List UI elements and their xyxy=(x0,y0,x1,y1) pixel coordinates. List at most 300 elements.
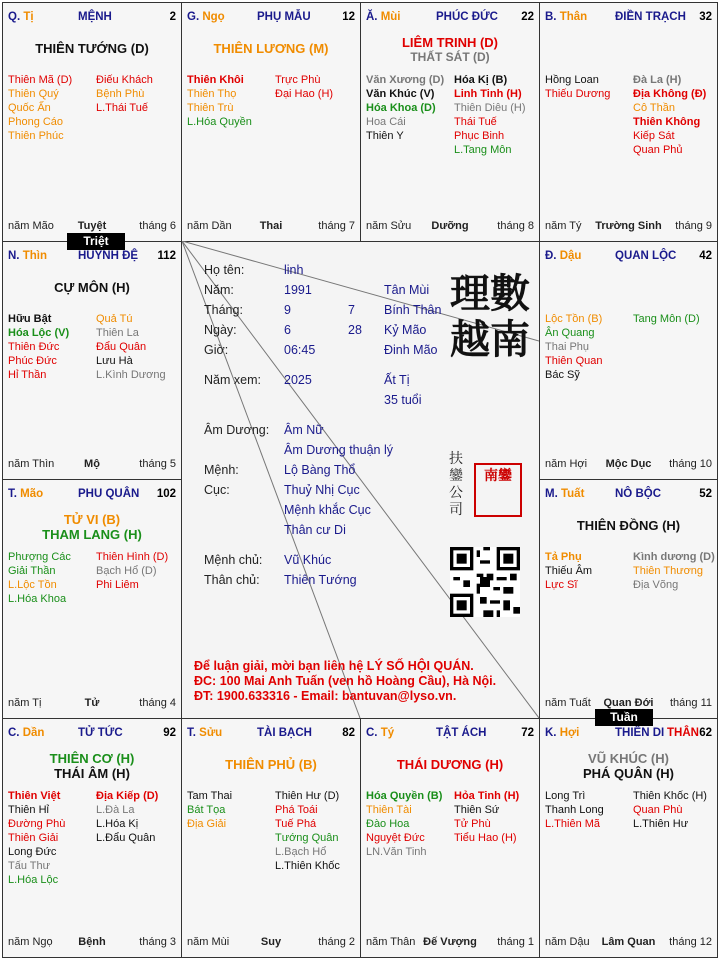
minor-star: Thiên Hư (D) xyxy=(275,790,340,802)
palace-stem: K. xyxy=(545,727,557,739)
stars-left-column xyxy=(545,312,602,382)
day-label: Ngày: xyxy=(204,323,237,337)
minor-star: Thiên Trù xyxy=(187,102,234,114)
stars-left-column xyxy=(187,789,232,831)
minor-star: Hỉ Thần xyxy=(8,369,47,381)
name-label: Họ tên: xyxy=(204,263,245,277)
main-star: THIÊN TƯỚNG (D) xyxy=(35,41,149,56)
palace-header xyxy=(8,11,176,25)
palace-name: NÔ BỘC xyxy=(615,488,661,500)
minor-star: Thiên Y xyxy=(366,130,404,142)
minor-star: Tiểu Hao (H) xyxy=(454,832,517,844)
day-lunar: 28 xyxy=(348,323,362,337)
month-can: Bính Thân xyxy=(384,303,442,317)
palace-month: tháng 2 xyxy=(318,936,355,948)
life-stage: Đế Vượng xyxy=(423,936,477,948)
minor-star: Cô Thần xyxy=(633,102,675,114)
palace-number: 52 xyxy=(699,488,712,500)
palace-header xyxy=(8,727,176,741)
palace-dau[interactable] xyxy=(539,241,718,480)
stars-left-column xyxy=(8,312,69,382)
palace-stem: Ă. xyxy=(366,11,378,23)
minor-star: L.Thiên Mã xyxy=(545,818,601,830)
palace-tuat[interactable] xyxy=(539,479,718,719)
main-star: THIÊN CƠ (H) xyxy=(49,751,135,766)
palace-stem-branch xyxy=(8,11,34,23)
view-year-label: Năm xem: xyxy=(204,373,261,387)
minor-star: Thiên Khôi xyxy=(187,74,244,86)
month-label: Tháng: xyxy=(204,303,243,317)
palace-footer xyxy=(366,936,534,949)
palace-branch: Dần xyxy=(22,727,45,739)
palace-name: THIÊN DI xyxy=(615,727,665,739)
minor-star: Thiên Quan xyxy=(545,355,603,367)
palace-year: năm Tý xyxy=(545,220,582,232)
palace-footer xyxy=(366,220,534,233)
palace-name: QUAN LỘC xyxy=(615,250,677,262)
minor-star: Phá Toái xyxy=(275,804,318,816)
palace-header xyxy=(8,488,176,502)
palace-mao[interactable] xyxy=(2,479,182,719)
main-star: VŨ KHÚC (H) xyxy=(588,751,669,766)
palace-stem: T. xyxy=(187,727,196,739)
menh-label: Mệnh: xyxy=(204,463,239,477)
palace-header xyxy=(187,727,355,741)
minor-star: Tử Phù xyxy=(454,818,491,830)
minor-star: Hóa Kị (B) xyxy=(454,74,508,86)
palace-branch: Ngọ xyxy=(202,11,225,23)
palace-branch: Mùi xyxy=(380,11,401,23)
minor-star: Thiên Tài xyxy=(366,804,412,816)
minor-star: Tả Phụ xyxy=(545,551,582,563)
palace-header xyxy=(545,727,712,741)
stars-right-column xyxy=(96,550,168,592)
hour-label: Giờ: xyxy=(204,343,229,357)
stars-right-column xyxy=(96,73,153,115)
palace-name: TỬ TỨC xyxy=(78,727,123,739)
palace-branch: Thân xyxy=(559,11,588,23)
palace-stem: T. xyxy=(8,488,17,500)
palace-footer xyxy=(8,220,176,233)
stars-left-column xyxy=(8,73,72,143)
palace-month: tháng 12 xyxy=(669,936,712,948)
stars-left-column xyxy=(545,73,610,101)
stars-right-column xyxy=(275,789,340,873)
minor-star: Kình dương (D) xyxy=(633,551,715,563)
minor-star: Thiên Không xyxy=(633,116,701,128)
palace-number: 92 xyxy=(163,727,176,739)
palace-mui[interactable] xyxy=(360,2,540,242)
main-star: THẤT SÁT (D) xyxy=(410,50,490,64)
stars-right-column xyxy=(633,73,706,157)
palace-month: tháng 6 xyxy=(139,220,176,232)
palace-number: 2 xyxy=(169,11,176,23)
palace-footer xyxy=(545,220,712,233)
minor-star: Tang Môn (D) xyxy=(633,313,700,325)
minor-star: L.Đẩu Quân xyxy=(96,832,156,844)
palace-stem-branch xyxy=(545,488,584,500)
stars-right-column xyxy=(454,73,526,157)
palace-number: 112 xyxy=(157,250,176,262)
palace-name: TẬT ÁCH xyxy=(436,727,487,739)
minor-star: Bạch Hổ (D) xyxy=(96,565,157,577)
minor-star: Bệnh Phù xyxy=(96,88,145,100)
contact-line-2: ĐC: 100 Mai Anh Tuấn (ven hồ Hoàng Cầu), Hà Nội. xyxy=(194,674,497,688)
contact-line-3: ĐT: 1900.633316 - Email: bantuvan@lyso.vn. xyxy=(194,689,457,703)
minor-star: L.Bạch Hổ xyxy=(275,846,327,858)
palace-name: PHÚC ĐỨC xyxy=(436,11,498,23)
minor-star: Lực Sĩ xyxy=(545,579,578,591)
palace-footer xyxy=(8,936,176,949)
palace-branch: Tuất xyxy=(560,488,585,500)
main-star: THIÊN ĐỒNG (H) xyxy=(576,518,681,533)
minor-star: Địa Không (Đ) xyxy=(633,88,707,100)
minor-star: Thiên Diêu (H) xyxy=(454,102,526,114)
life-stage: Bệnh xyxy=(78,936,106,948)
minor-star: Đà La (H) xyxy=(633,74,682,86)
stars-left-column xyxy=(366,789,442,859)
minor-star: Đẩu Quân xyxy=(96,341,147,353)
palace-ti[interactable] xyxy=(2,2,182,242)
palace-stem-branch xyxy=(545,11,587,23)
minor-star: L.Thái Tuế xyxy=(96,102,148,114)
palace-name: PHU QUÂN xyxy=(78,488,140,500)
minor-star: Hóa Quyền (B) xyxy=(366,790,443,802)
minor-star: Thiên Khốc (H) xyxy=(633,790,707,802)
life-stage: Dưỡng xyxy=(431,220,469,232)
minor-star: Bác Sỹ xyxy=(545,369,580,381)
palace-name: HUYNH ĐỆ xyxy=(78,250,139,262)
hour-value: 06:45 xyxy=(284,343,316,357)
palace-year: năm Thìn xyxy=(8,458,55,470)
palace-ty[interactable] xyxy=(360,718,540,958)
palace-year: năm Thân xyxy=(366,936,416,948)
stars-right-column xyxy=(275,73,333,101)
minor-star: Quan Phủ xyxy=(633,144,683,156)
minor-star: Thiên Mã (D) xyxy=(8,74,73,86)
minor-star: Long Trì xyxy=(545,790,586,802)
palace-month: tháng 8 xyxy=(497,220,534,232)
contact-info xyxy=(194,659,534,704)
main-star: THÁI DƯƠNG (H) xyxy=(396,757,504,772)
minor-star: Quan Phù xyxy=(633,804,683,816)
minor-star: Văn Khúc (V) xyxy=(366,88,435,100)
palace-number: 22 xyxy=(521,11,534,23)
minor-star: Phong Cáo xyxy=(8,116,64,128)
amduong-label: Âm Dương: xyxy=(204,423,270,437)
palace-ngo[interactable] xyxy=(181,2,361,242)
palace-month: tháng 4 xyxy=(139,697,176,709)
palace-branch: Sửu xyxy=(199,727,223,739)
life-stage: Lâm Quan xyxy=(601,936,656,948)
vertical-company-text: 扶鑾公司 xyxy=(449,451,463,518)
palace-branch: Tý xyxy=(380,727,395,739)
palace-stem-branch xyxy=(366,727,394,739)
minor-star: Điếu Khách xyxy=(96,74,153,86)
minor-star: Giải Thần xyxy=(8,565,56,577)
stars-left-column xyxy=(545,550,592,592)
main-star: THIÊN LƯƠNG (M) xyxy=(213,41,329,56)
calligraphy-logo: 理數越南 xyxy=(450,270,530,363)
minor-star: Địa Võng xyxy=(633,579,679,591)
palace-hoi[interactable] xyxy=(539,718,718,958)
minor-star: Đường Phù xyxy=(8,818,66,830)
minor-star: Phúc Đức xyxy=(8,355,57,367)
minor-star: Thiên La xyxy=(96,327,139,339)
minor-star: LN.Văn Tinh xyxy=(366,846,427,858)
life-stage: Trường Sinh xyxy=(595,220,662,232)
palace-year: năm Ngọ xyxy=(8,936,53,948)
palace-stem: G. xyxy=(187,11,200,23)
palace-thin[interactable] xyxy=(2,241,182,480)
month-value: 9 xyxy=(284,303,291,317)
year-value: 1991 xyxy=(284,283,312,297)
minor-star: Thái Tuế xyxy=(454,116,497,128)
palace-year: năm Tuất xyxy=(545,697,591,709)
center-info-panel xyxy=(182,241,539,718)
main-star: LIÊM TRINH (D) xyxy=(401,35,499,50)
palace-name: MỆNH xyxy=(78,11,112,23)
palace-footer xyxy=(8,458,176,471)
qr-code[interactable] xyxy=(450,547,520,617)
palace-stem-branch xyxy=(366,11,401,23)
minor-star: Hỏa Tinh (H) xyxy=(454,790,520,802)
minor-star: Ân Quang xyxy=(545,327,595,339)
palace-header xyxy=(366,11,534,25)
menh-value: Lộ Bàng Thổ xyxy=(284,463,356,477)
menh-chu-value: Vũ Khúc xyxy=(284,553,332,567)
minor-star: Thiên Hình (D) xyxy=(96,551,169,563)
palace-number: 82 xyxy=(342,727,355,739)
minor-star: Thiên Phúc xyxy=(8,130,64,142)
stars-left-column xyxy=(187,73,252,129)
stars-right-column xyxy=(633,789,707,831)
palace-header xyxy=(187,11,355,25)
palace-stem: B. xyxy=(545,11,557,23)
palace-month: tháng 7 xyxy=(318,220,355,232)
than-chu-value: Thiên Tướng xyxy=(284,573,357,587)
minor-star: Thiếu Dương xyxy=(545,88,611,100)
minor-star: Thiên Đức xyxy=(8,341,60,353)
minor-star: Thanh Long xyxy=(545,804,604,816)
minor-star: Hóa Khoa (D) xyxy=(366,102,436,114)
minor-star: Phượng Các xyxy=(8,551,71,563)
contact-line-1: Để luận giải, mời bạn liên hệ LÝ SỐ HỘI QUÁN. xyxy=(194,659,474,673)
than-position: Thân cư Di xyxy=(284,523,346,537)
palace-stem-branch xyxy=(8,250,47,262)
palace-stem-branch xyxy=(8,727,44,739)
palace-header xyxy=(545,488,712,502)
palace-year: năm Dậu xyxy=(545,936,590,948)
minor-star: Bát Tọa xyxy=(187,804,226,816)
palace-branch: Tị xyxy=(23,11,34,23)
minor-star: Kiếp Sát xyxy=(633,130,675,142)
minor-star: Linh Tinh (H) xyxy=(454,88,522,100)
palace-footer xyxy=(187,220,355,233)
stars-left-column xyxy=(366,73,444,143)
minor-star: Thiên Sứ xyxy=(454,804,500,816)
palace-stem-branch xyxy=(545,727,579,739)
cuc-relation: Mệnh khắc Cục xyxy=(284,503,371,517)
palace-stem: Q. xyxy=(8,11,21,23)
view-year-value: 2025 xyxy=(284,373,312,387)
minor-star: L.Hóa Quyền xyxy=(187,116,252,128)
main-star: THIÊN PHỦ (B) xyxy=(225,757,317,772)
palace-year: năm Hợi xyxy=(545,458,588,470)
palace-stem-branch xyxy=(187,727,222,739)
palace-stem: Đ. xyxy=(545,250,557,262)
palace-month: tháng 11 xyxy=(669,697,712,709)
minor-star: Thiên Giải xyxy=(8,832,59,844)
minor-star: L.Lộc Tồn xyxy=(8,579,57,591)
palace-header xyxy=(366,727,534,741)
palace-month: tháng 9 xyxy=(675,220,712,232)
palace-stem: C. xyxy=(366,727,378,739)
palace-year: năm Mão xyxy=(8,220,54,232)
minor-star: Tuế Phá xyxy=(275,818,317,830)
palace-number: 72 xyxy=(521,727,534,739)
stars-right-column xyxy=(454,789,519,845)
minor-star: Văn Xương (D) xyxy=(366,74,445,86)
palace-branch: Dậu xyxy=(559,250,582,262)
life-stage: Tử xyxy=(84,697,100,709)
month-lunar: 7 xyxy=(348,303,355,317)
amduong-value: Âm Nữ xyxy=(284,423,324,437)
palace-name: ĐIỀN TRẠCH xyxy=(615,11,686,23)
minor-star: Lưu Hà xyxy=(96,355,133,367)
triet-tag: Triệt xyxy=(67,233,125,250)
day-can: Kỷ Mão xyxy=(384,323,427,337)
stars-left-column xyxy=(545,789,604,831)
age-value: 35 tuổi xyxy=(384,393,422,407)
main-star: THÁI ÂM (H) xyxy=(54,766,130,781)
life-stage: Tuyệt xyxy=(77,220,107,232)
palace-year: năm Mùi xyxy=(187,936,230,948)
year-label: Năm: xyxy=(204,283,234,297)
minor-star: Thiên Thương xyxy=(633,565,704,577)
minor-star: Quốc Ấn xyxy=(8,102,51,114)
year-can: Tân Mùi xyxy=(384,283,430,297)
palace-footer xyxy=(545,458,712,471)
minor-star: Quả Tú xyxy=(96,313,133,325)
palace-header xyxy=(545,11,712,25)
stars-right-column xyxy=(633,550,715,592)
red-seal-stamp: 南鑾 xyxy=(474,463,522,517)
palace-stem-branch xyxy=(8,488,43,500)
than-chu-label: Thân chủ: xyxy=(204,573,260,587)
minor-star: Trực Phù xyxy=(275,74,321,86)
main-star: TỬ VI (B) xyxy=(63,512,121,527)
minor-star: L.Kình Dương xyxy=(96,369,166,381)
palace-month: tháng 1 xyxy=(497,936,534,948)
minor-star: Nguyệt Đức xyxy=(366,832,425,844)
than-marker: THÂN xyxy=(667,727,699,739)
palace-branch: Hợi xyxy=(559,727,580,739)
life-stage: Mộ xyxy=(84,458,100,470)
palace-header xyxy=(8,250,176,264)
stars-right-column xyxy=(96,312,166,382)
minor-star: Tam Thai xyxy=(187,790,233,802)
amduong-note: Âm Dương thuận lý xyxy=(284,443,393,457)
minor-star: Thiên Thọ xyxy=(187,88,237,100)
minor-star: L.Đà La xyxy=(96,804,135,816)
minor-star: Hóa Lộc (V) xyxy=(8,327,70,339)
minor-star: L.Hóa Kị xyxy=(96,818,139,830)
minor-star: Đại Hao (H) xyxy=(275,88,334,100)
minor-star: L.Hóa Khoa xyxy=(8,593,67,605)
cuc-value: Thuỷ Nhị Cục xyxy=(284,483,360,497)
minor-star: Tấu Thư xyxy=(8,860,51,872)
minor-star: Phục Binh xyxy=(454,130,505,142)
life-stage: Thai xyxy=(259,220,283,232)
cuc-label: Cục: xyxy=(204,483,230,497)
stars-right-column xyxy=(96,789,158,845)
palace-stem: M. xyxy=(545,488,558,500)
minor-star: L.Hóa Lộc xyxy=(8,874,59,886)
palace-month: tháng 5 xyxy=(139,458,176,470)
minor-star: Thiên Hỉ xyxy=(8,804,49,816)
palace-year: năm Sửu xyxy=(366,220,412,232)
palace-branch: Mão xyxy=(20,488,44,500)
palace-month: tháng 10 xyxy=(669,458,712,470)
palace-stem-branch xyxy=(187,11,225,23)
minor-star: Lộc Tồn (B) xyxy=(545,313,603,325)
stars-left-column xyxy=(8,550,71,606)
palace-number: 102 xyxy=(156,488,176,500)
stars-right-column xyxy=(633,312,700,326)
minor-star: Phi Liêm xyxy=(96,579,139,591)
life-stage: Quan Đới xyxy=(603,697,654,709)
palace-name: PHỤ MẪU xyxy=(257,11,311,23)
palace-year: năm Tị xyxy=(8,697,42,709)
palace-name: TÀI BẠCH xyxy=(257,727,312,739)
name-value: linh xyxy=(284,263,304,277)
palace-stem: N. xyxy=(8,250,20,262)
main-star: PHÁ QUÂN (H) xyxy=(583,766,674,781)
palace-dan[interactable] xyxy=(2,718,182,958)
palace-number: 32 xyxy=(699,11,712,23)
main-star: CỰ MÔN (H) xyxy=(54,280,130,295)
day-value: 6 xyxy=(284,323,291,337)
minor-star: Thai Phụ xyxy=(545,341,590,353)
minor-star: Địa Kiếp (D) xyxy=(96,790,159,802)
tuan-tag: Tuần xyxy=(595,709,653,726)
stars-left-column xyxy=(8,789,65,887)
minor-star: L.Thiên Hư xyxy=(633,818,689,830)
menh-chu-label: Mệnh chủ: xyxy=(204,553,263,567)
palace-number: 12 xyxy=(342,11,355,23)
minor-star: L.Thiên Khốc xyxy=(275,860,340,872)
minor-star: L.Tang Môn xyxy=(454,144,512,156)
palace-footer xyxy=(8,697,176,710)
hour-can: Đinh Mão xyxy=(384,343,438,357)
palace-number: 62 xyxy=(699,727,712,739)
minor-star: Hữu Bật xyxy=(8,313,52,325)
palace-stem-branch xyxy=(545,250,581,262)
minor-star: Thiên Việt xyxy=(8,790,61,802)
palace-suu[interactable] xyxy=(181,718,361,958)
minor-star: Địa Giải xyxy=(187,818,227,830)
life-stage: Suy xyxy=(260,936,282,948)
minor-star: Hồng Loan xyxy=(545,74,599,86)
minor-star: Long Đức xyxy=(8,846,57,858)
life-stage: Mộc Dục xyxy=(605,458,652,470)
palace-month: tháng 3 xyxy=(139,936,176,948)
palace-than[interactable] xyxy=(539,2,718,242)
palace-branch: Thìn xyxy=(22,250,47,262)
palace-footer xyxy=(187,936,355,949)
minor-star: Thiên Quý xyxy=(8,88,59,100)
